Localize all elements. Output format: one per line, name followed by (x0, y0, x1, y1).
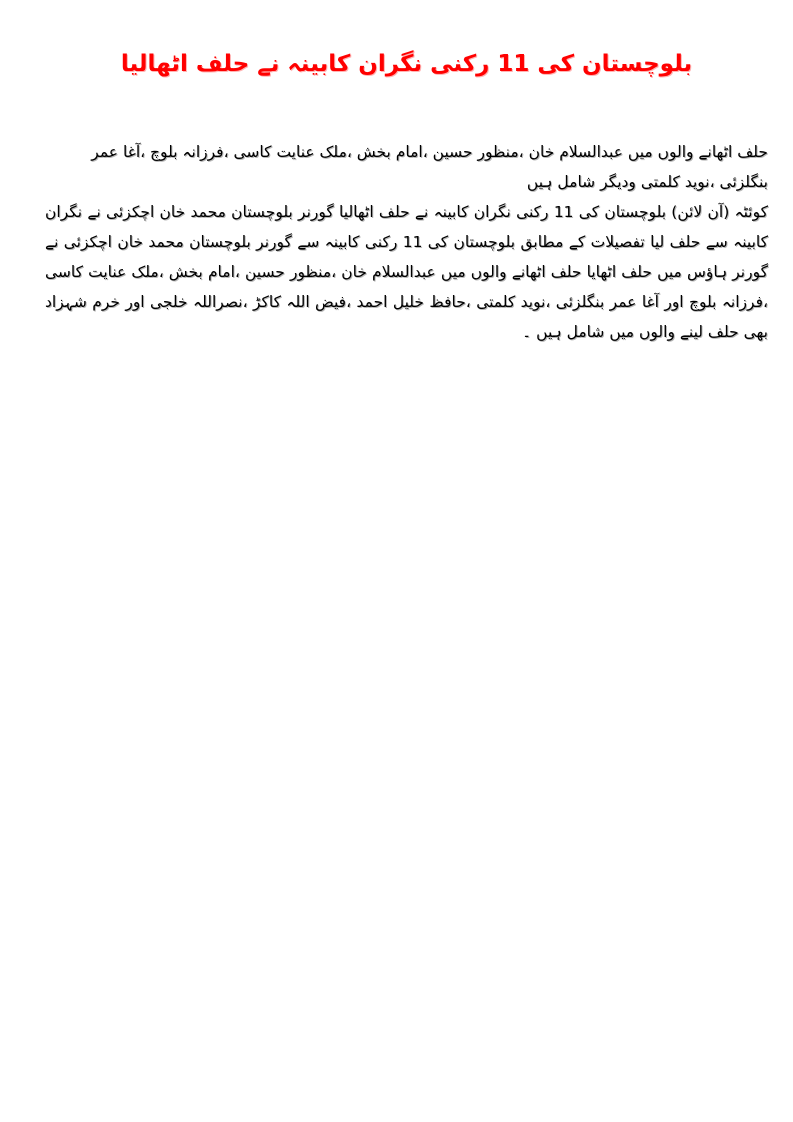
article-body-paragraph: کوئٹہ (آن لائن) بلوچستان کی 11 رکنی نگران کابینہ نے حلف اٹھالیا گورنر بلوچستان محمد خان اچکزئی نے نگران کابینہ سے حلف لیا تفصیلات کے مطابق بلوچستان کی 11 رکنی کابینہ سے گورنر بلوچستان محمد خان اچکزئی نے گورنر ہاؤس میں حلف اٹھایا حلف اٹھانے والوں میں عبدالسلام خان ،منظور حسین ،امام بخش ،ملک عنایت کاسی ،فرزانہ بلوچ اور آغا عمر بنگلزئی ،نوید کلمتی ،حافظ خلیل احمد ،فیض اللہ کاکڑ ،نصراللہ خلجی اور خرم شہزاد بھی حلف لینے والوں میں شامل ہیں ۔ (45, 203, 768, 342)
article-summary-line: حلف اٹھانے والوں میں عبدالسلام خان ،منظور حسین ،امام بخش ،ملک عنایت کاسی ،فرزانہ بلوچ ،آغا عمر بنگلزئی ،نوید کلمتی ودیگر شامل ہیں (91, 143, 768, 192)
article-title: بلوچستان کی 11 رکنی نگران کابینہ نے حلف اٹھالیا (120, 51, 693, 77)
article-text-block (45, 137, 768, 347)
